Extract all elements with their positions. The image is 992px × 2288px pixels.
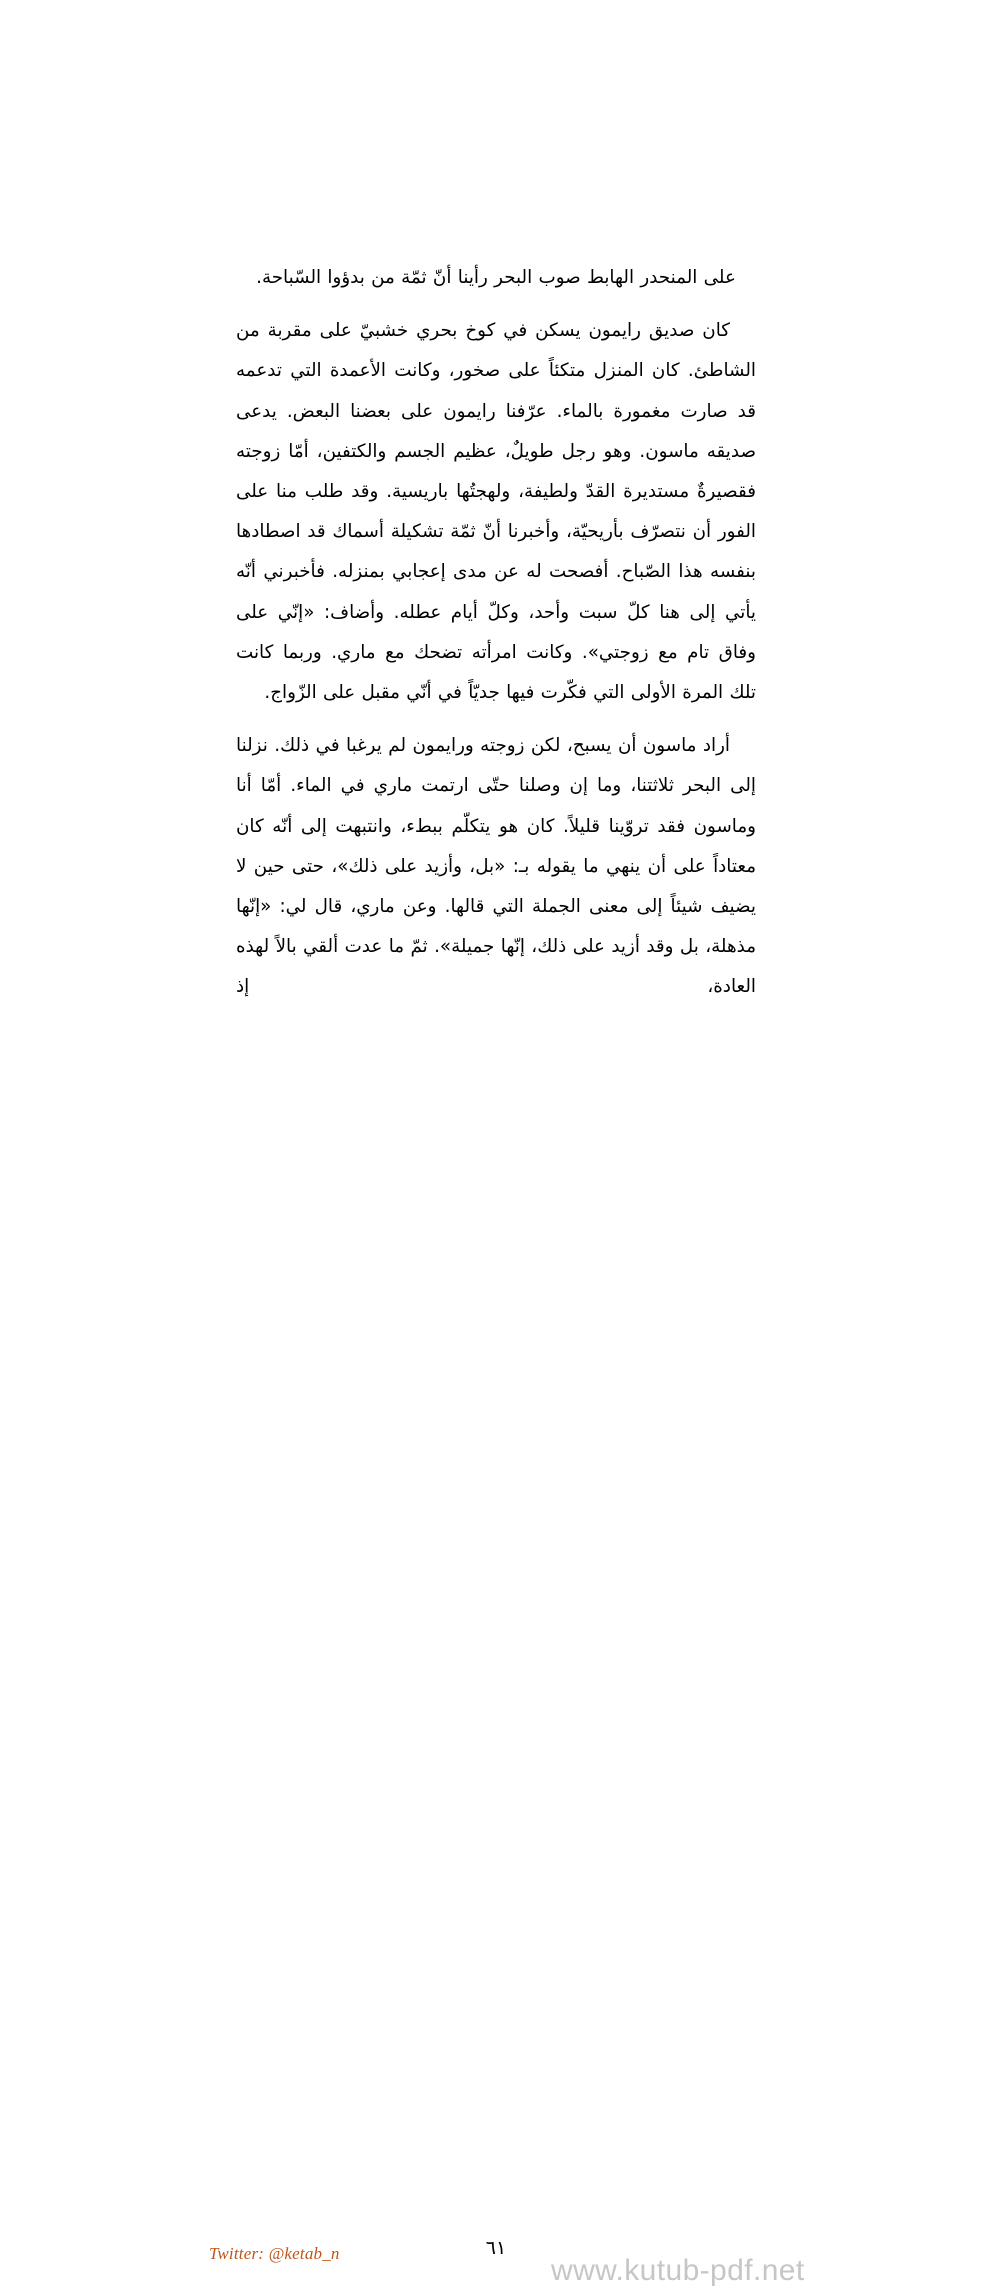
paragraph-2: كان صديق رايمون يسكن في كوخ بحري خشبيّ على مقربة من الشاطئ. كان المنزل متكئاً على صخور، وكانت الأعمدة التي تدعمه قد صارت مغمورة بالماء. عرّفنا رايمون على بعضنا البعض. يدعى صديقه ماسون. وهو رجل طويلٌ، عظيم الجسم والكتفين، أمّا زوجته فقصيرةٌ مستديرة القدّ ولطيفة، ولهجتُها باريسية. وقد طلب منا على الفور أن نتصرّف بأريحيّة، وأخبرنا أنّ ثمّة تشكيلة أسماك قد اصطادها بنفسه هذا الصّباح. أفصحت له عن مدى إعجابي بمنزله. فأخبرني أنّه يأتي إلى هنا كلّ سبت وأحد، وكلّ أيام عطله. وأضاف: «إنّي على وفاق تام مع زوجتي». وكانت امرأته تضحك مع ماري. وربما كانت تلك المرة الأولى التي فكّرت فيها جديّاً في أنّي مقبل على الزّواج. (236, 320, 756, 704)
paragraph-1: على المنحدر الهابط صوب البحر رأينا أنّ ثمّة من بدؤوا السّباحة. (256, 267, 736, 288)
site-watermark: www.kutub-pdf.net (551, 2254, 805, 2287)
twitter-handle-credit: Twitter: @ketab_n (209, 2244, 340, 2263)
page-footer (0, 1118, 992, 2287)
page-text-block (236, 258, 756, 1008)
paragraph-3: أراد ماسون أن يسبح، لكن زوجته ورايمون لم يرغبا في ذلك. نزلنا إلى البحر ثلاثتنا، وما إن وصلنا حتّى ارتمت ماري في الماء. أمّا أنا وماسون فقد تروّينا قليلاً. كان هو يتكلّم ببطء، وانتبهت إلى أنّه كان معتاداً على أن ينهي ما يقوله بـ: «بل، وأزيد على ذلك»، حتى حين لا يضيف شيئاً إلى معنى الجملة التي قالها. وعن ماري، قال لي: «إنّها مذهلة، بل وقد أزيد على ذلك، إنّها جميلة». ثمّ ما عدت ألقي بالاً لهذه العادة، إذ (236, 735, 756, 998)
page-number: ٦١ (485, 2237, 507, 2259)
